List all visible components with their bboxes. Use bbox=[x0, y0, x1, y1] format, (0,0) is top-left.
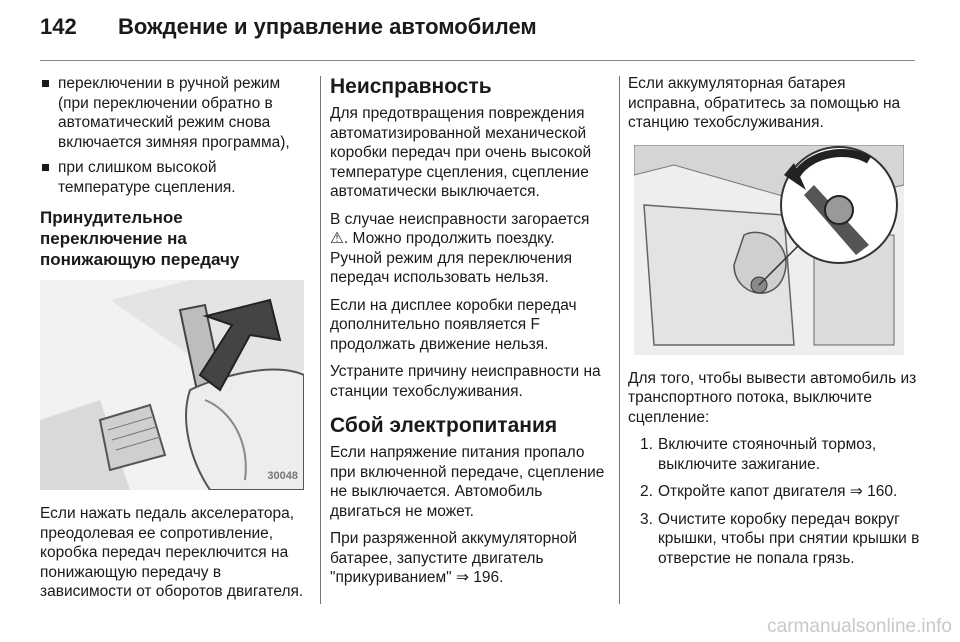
bullet-text: при слишком высокой температуре сцепления. bbox=[58, 159, 236, 196]
step-number: 2. bbox=[640, 483, 653, 500]
pedal-drawing bbox=[40, 280, 304, 490]
column-3 bbox=[628, 74, 920, 576]
paragraph: Если на дисплее коробки передач дополнительно появляется F продолжать движение нельзя. bbox=[330, 296, 577, 353]
heading-line: переключение на bbox=[40, 229, 187, 248]
column-2 bbox=[330, 74, 606, 596]
bullet-square-icon bbox=[42, 164, 49, 171]
paragraph: Если нажать педаль акселератора, преодолевая ее сопротивление, коробка передач переключится на понижающую передачу в зависимости от оборотов двигателя. bbox=[40, 505, 304, 600]
step-text: Откройте капот двигателя ⇒ 160. bbox=[658, 483, 898, 500]
section-heading: Сбой электропитания bbox=[330, 414, 558, 437]
step-number: 1. bbox=[640, 436, 653, 453]
section-heading: Неисправность bbox=[330, 75, 492, 98]
figure-number: 30048 bbox=[267, 469, 298, 482]
list-item bbox=[628, 510, 920, 569]
chapter-title: Вождение и управление автомобилем bbox=[118, 14, 537, 39]
step-number: 3. bbox=[640, 510, 653, 528]
paragraph: Устраните причину неисправности на станции техобслуживания. bbox=[330, 363, 601, 400]
paragraph: При разряженной аккумуляторной батарее, запустите двигатель "прикуриванием" ⇒ 196. bbox=[330, 530, 578, 586]
list-item bbox=[628, 482, 920, 502]
pedal-illustration bbox=[40, 280, 304, 490]
column-1 bbox=[40, 74, 308, 610]
section-heading bbox=[40, 207, 308, 270]
paragraph: Если напряжение питания пропало при включенной передаче, сцепление не выключается. Автомобиль двигаться не может. bbox=[330, 444, 605, 520]
bullet-square-icon bbox=[42, 80, 49, 87]
bullet-item bbox=[40, 158, 308, 197]
heading-line: понижающую передачу bbox=[40, 250, 240, 269]
heading-line: Принудительное bbox=[40, 208, 183, 227]
header-rule bbox=[40, 60, 915, 61]
watermark: carmanualsonline.info bbox=[767, 616, 952, 637]
page-header bbox=[40, 14, 940, 54]
step-text: Включите стояночный тормоз, выключите зажигание. bbox=[658, 436, 877, 473]
step-text: Очистите коробку передач вокруг крышки, чтобы при снятии крышки в отверстие не попала грязь. bbox=[658, 510, 920, 567]
paragraph: В случае неисправности загорается ⚠. Можно продолжить поездку. Ручной режим для переключения передач использовать нельзя. bbox=[330, 210, 590, 286]
engine-illustration bbox=[634, 145, 904, 355]
bullet-item bbox=[40, 74, 308, 152]
engine-drawing bbox=[634, 145, 904, 355]
paragraph: Если аккумуляторная батарея исправна, обратитесь за помощью на станцию техобслуживания. bbox=[628, 75, 901, 131]
bullet-text: переключении в ручной режим (при переключении обратно в автоматический режим снова включается зимняя программа), bbox=[58, 75, 290, 151]
page-number: 142 bbox=[40, 14, 77, 39]
list-item bbox=[628, 435, 920, 474]
column-divider bbox=[320, 76, 321, 604]
paragraph: Для того, чтобы вывести автомобиль из транспортного потока, выключите сцепление: bbox=[628, 369, 917, 426]
paragraph: Для предотвращения повреждения автоматизированной механической коробки передач при очень высокой температуре сцепления, сцепление автоматически выключается. bbox=[330, 105, 592, 200]
steps-list bbox=[628, 435, 920, 568]
column-divider bbox=[619, 76, 620, 604]
